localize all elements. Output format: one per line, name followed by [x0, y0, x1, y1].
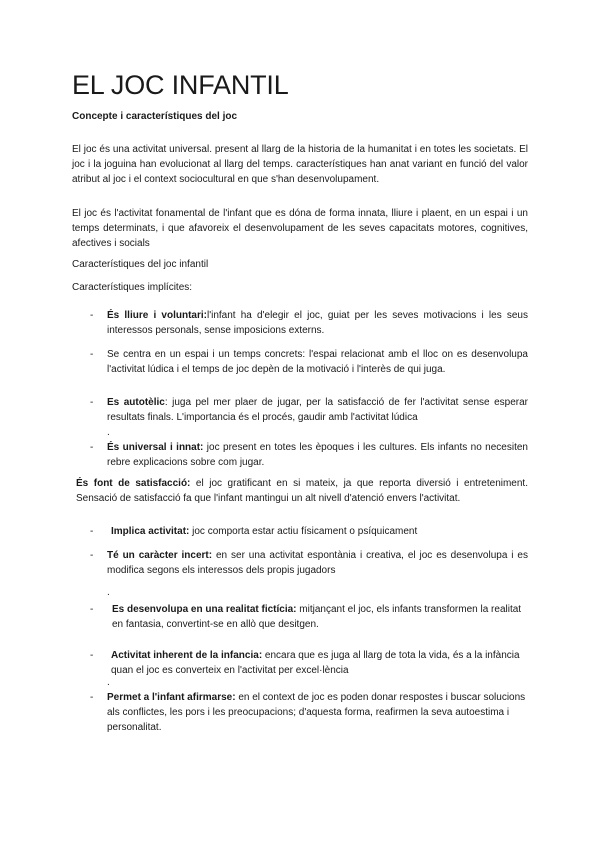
item-bold-label: Es desenvolupa en una realitat fictícia: — [112, 604, 297, 615]
item-bold-label: És universal i innat: — [107, 442, 204, 453]
item-text: en el context de joc es poden donar respostes i buscar solucions als conflictes, les pors i les preocupacions; d'aquesta forma, reafirmen la seva autoestima i personalitat. — [107, 692, 526, 733]
bullet-dash: - — [90, 349, 94, 360]
bullet-dash: - — [90, 692, 94, 703]
item-bold-label: És font de satisfacció: — [76, 478, 191, 489]
stray-dot: . — [107, 587, 110, 598]
item-bold-label: És lliure i voluntari: — [107, 310, 207, 321]
list-item — [90, 308, 528, 338]
list-item — [90, 548, 528, 578]
bullet-dash: - — [90, 550, 94, 561]
stray-dot: . — [107, 427, 110, 438]
bullet-dash: - — [90, 604, 94, 615]
list-item — [90, 648, 528, 678]
list-item — [90, 347, 528, 377]
stray-dot: . — [107, 677, 110, 688]
item-text: mitjançant el joc, els infants transformen la realitat en fantasia, convertint-se en allò que desitgen. — [112, 604, 522, 630]
intro-paragraph-1: El joc és una activitat universal. present al llarg de la historia de la humanitat i en totes les societats. El joc i la joguina han evolucionat al llarg del temps. característiques han anat variant en funció del valor atribut al joc i el context sociocultural en que s'han desenvolupament. — [72, 144, 528, 185]
list-item — [90, 602, 528, 632]
implicit-heading: Característiques implícites: — [72, 282, 193, 293]
list-item — [90, 690, 528, 735]
satisfaction-paragraph — [76, 476, 528, 506]
intro-paragraph-2: El joc és l'activitat fonamental de l'infant que es dóna de forma innata, lliure i plaent, en un espai i un temps determinats, i que afavoreix el desenvolupament de les seves capacitats motores, cognitives, afectives i socials — [72, 208, 528, 249]
item-text: joc comporta estar actiu físicament o psíquicament — [189, 526, 418, 537]
bullet-dash: - — [90, 310, 94, 321]
list-item — [90, 395, 528, 425]
section-subtitle: Concepte i característiques del joc — [72, 111, 238, 122]
item-text: l'infant ha d'elegir el joc, guiat per les seves motivacions i les seus interessos personals, sense imposicions externs. — [107, 310, 528, 336]
bullet-dash: - — [90, 526, 94, 537]
item-bold-label: Té un caràcter incert: — [107, 550, 213, 561]
list-item — [90, 440, 528, 470]
item-bold-label: Permet a l'infant afirmarse: — [107, 692, 236, 703]
item-text: : juga pel mer plaer de jugar, per la satisfacció de fer l'activitat sense esperar resultats finals. L'importancia és el procés, gaudir amb l'activitat lúdica — [107, 397, 528, 423]
item-bold-label: Activitat inherent de la infancia: — [111, 650, 263, 661]
page-title: EL JOC INFANTIL — [72, 70, 289, 100]
bullet-dash: - — [90, 397, 94, 408]
item-text: encara que es juga al llarg de tota la vida, és a la infància quan el joc es converteix en l'activitat per excel·lència — [111, 650, 520, 676]
item-bold-label: Implica activitat: — [111, 526, 190, 537]
item-text: Se centra en un espai i un temps concrets: l'espai relacionat amb el lloc on es desenvolupa l'activitat lúdica i el temps de joc depèn de la motivació i l'interès de qui juga. — [107, 349, 528, 375]
list-item — [90, 524, 528, 539]
item-bold-label: Es autotèlic — [107, 397, 165, 408]
characteristics-heading: Característiques del joc infantil — [72, 259, 209, 270]
item-text: el joc gratificant en si mateix, ja que reporta diversió i entreteniment. Sensació de satisfacció fa que l'infant mantingui un alt nivell d'atenció envers l'activitat. — [76, 478, 528, 504]
item-text: joc present en totes les èpoques i les cultures. Els infants no necesiten rebre explicacions sobre com jugar. — [107, 442, 528, 468]
bullet-dash: - — [90, 650, 94, 661]
item-text: en ser una activitat espontània i creativa, el joc es desenvolupa i es modifica segons els interessos dels propis jugadors — [107, 550, 528, 576]
bullet-dash: - — [90, 442, 94, 453]
